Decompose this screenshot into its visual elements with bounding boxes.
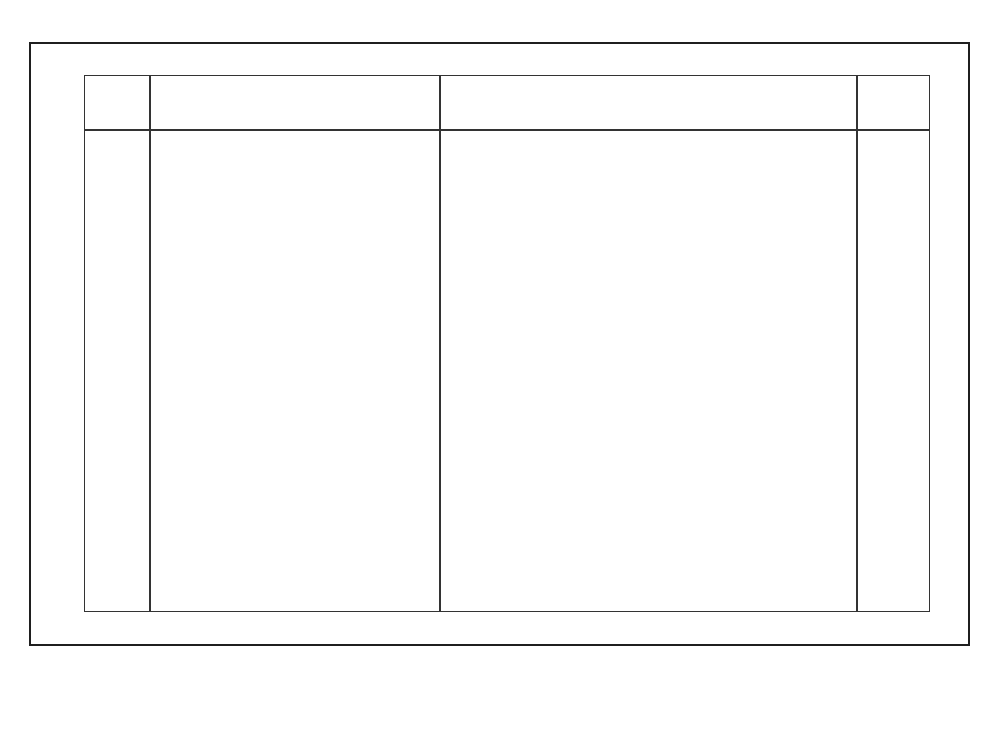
crc-table [84,75,930,612]
hex-column [856,131,931,611]
col-header-execution-step [149,76,439,129]
binary-format-column [439,131,856,611]
col-header-bindex [85,76,149,129]
col-header-hex [856,76,931,129]
bindex-column [85,131,149,611]
col-header-binary-format [439,76,856,129]
table-body [85,131,929,611]
footnotes [33,656,933,668]
execution-step-column [149,131,439,611]
